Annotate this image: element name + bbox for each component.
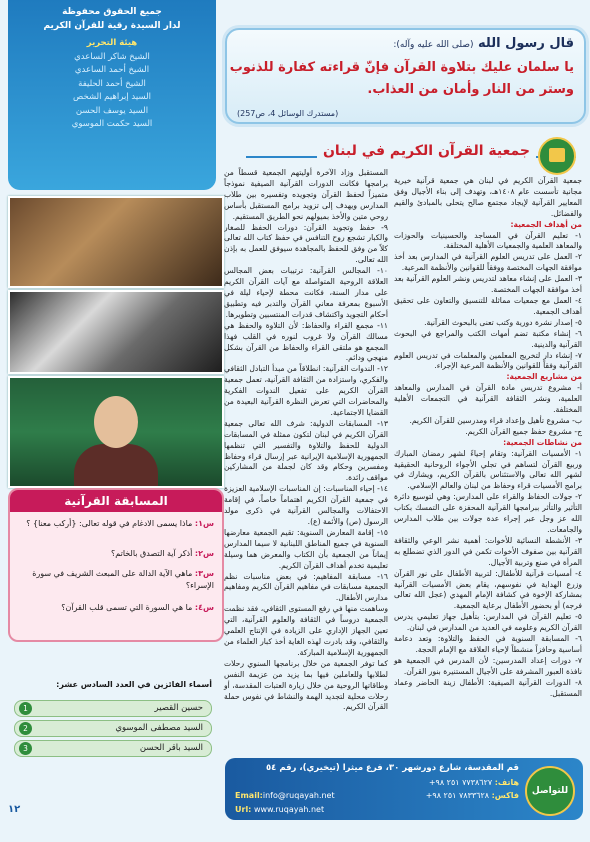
paragraph: ١٥- إقامة المعارض السنوية: تقيم الجمعية معارضها السنوية في جميع المناطق اللبنانية لا سيما المدارس إيماناً من الجمعية بأن الكتاب والمعرض هما وسيلة تعليمية تخدم أهداف القرآن الكريم. [224,527,388,570]
winner-number: 3 [19,742,32,755]
paragraph: المستقبل وزاد الآخرة أوليتهم الجمعية قسطاً من برامجها فكانت الدورات القرآنية الصيفية نموذجاً متميزاً لحفظ القرآن وتجويده وتفسيره بين طلاب المدارس ويهدف إلى تزويد برامج المستقبل بأساس روحي متين والأخذ بميولهم نحو الطريق المستقيم. [224,168,388,221]
competition-question: س٢: أذكر آية التصدق بالخاتم؟ [111,549,214,558]
paragraph: جمعية القرآن الكريم في لبنان هي جمعية قرآنية خيرية مجانية تأسست عام ١٤٠٨هـ، وتهدف إلى بناء الأجيال وفق المعايير القرآنية لإيجاد مجتمع صالح يتحلى بالمبادئ والقيم والفضائل. [394,176,582,218]
article-title: جمعية القرآن الكريم في لبنان [317,143,536,159]
board-member: الشيخ أحمد الساعدي [74,65,150,75]
contact-badge: للتواصل [525,766,575,816]
paragraph: ١٣- المسابقات الدولية: شرف الله تعالى جمعية القرآن الكريم في لبنان لتكون ممثلة في المسابقات الدولية للحفظ والتلاوة والتفسير التي تنظمها الجمهورية الإسلامية الإيرانية عبر إرسال قراء وحفاظ ومفسرين وحكام وقد كان لجملة من المشاركين مواقف رائدة. [224,418,388,483]
paragraph: ٦- إنشاء مكتبة تضم أمهات الكتب والمراجع في البحوث القرآنية والدينية. [394,328,582,349]
paragraph: ٨- الدورات القرآنية الصيفية: الأطفال زينة الحاضر وعماد المستقبل. [394,677,582,698]
winner-item: حسين القصير 1 [14,700,212,717]
photo-boy-reciter [8,376,224,488]
photo-gathering [8,196,224,288]
section-heading: من مشاريع الجمعية: [506,372,582,382]
paragraph: ب- مشروع تأهيل وإعداد قراء ومدرسين للقرآن الكريم. [409,415,582,425]
paragraph: ٤- أمسيات قرآنية للأطفال: لتربية الأطفال على نور القرآن وزرع الهداية في نفوسهم، يقام بعض الأمسيات القرآنية بمشاركة الإخوة في كشافة الإمام المهدي (عجل الله تعالى فرجه) أو بحضور الأطفال برعاية الجمعية. [394,568,582,611]
association-logo-icon [538,137,576,175]
paragraph: ٥- إصدار نشرة دورية وكتب تعنى بالبحوث القرآنية. [424,317,582,327]
paragraph: ١- تعليم القرآن في المساجد والحسينيات والحوزات والمعاهد العلمية والجمعيات الأهلية المختلفة. [394,230,582,251]
paragraph: ٢- العمل على تدريس العلوم القرآنية في المدارس بعد أخذ موافقة الجهات المختصة ووفقاً للقوانين والأنظمة المرعية. [394,252,582,273]
paragraph: ٣- العمل على إنشاء معاهد لتدريس ونشر العلوم القرآنية بعد أخذ موافقة الجهات المختصة. [394,274,582,295]
contact-url[interactable]: Url: www.ruqayah.net [235,805,325,814]
paragraph: أ- مشروع تدريس مادة القرآن في المدارس والمعاهد العلمية، ونشر الثقافة القرآنية في التجمعات الأهلية المختلفة. [394,383,582,415]
photo-figure-body [74,444,158,486]
contact-phone: هاتف: ٧٧٣٨٦٢٧ ٢٥١ ٩٨+ [428,778,519,787]
rights-owner: لدار السيدة رقية للقرآن الكريم [43,20,181,31]
paragraph: ٤- العمل مع جمعيات مماثلة للتنسيق والتعاون على تحقيق أهداف الجمعية. [394,295,582,316]
board-member: السيد يوسف الحسن [75,105,149,116]
winner-item: السيد مصطفى الموسوي 2 [14,720,212,737]
paragraph: ٧- دورات إعداد المدرسين: لأن المدرس في الجمعية هو نافذة العبور المشرفة على الأجيال المستنيرة بنور القرآن. [394,655,582,676]
paragraph: ١١- مجمع القراء والحفاظ: لأن التلاوة والحفظ هي مسالك القرآن ولا غروب لنوره في القلب فهذا المجمع هو ملتقى القراء والحفاظ من القرآن بشكل منهجي ودائم. [224,320,388,363]
editorial-board-title: هيئة التحرير [86,38,138,48]
board-member: السيد حكمت الموسوي [71,119,153,129]
paragraph: كما توفر الجمعية من خلال برنامجها السنوي رحلات لطلابها وللعاملين فيها بما يزيد من عزيمة النفس وطاقاتها الروحية من خلال زيارة العتبات المقدسة، أو رحلات محلية لتجديد الهمة والنشاط في نفوس حملة القرآن الكريم. [224,658,388,712]
paragraph: ٢- جولات الحفاظ والقراء على المدارس: وهي لتوسيع دائرة التأثير والتأثر ببرامجها القرآنية المحفزة على التمسك بكتاب الله عز وجل عبر إجراء عدة جولات بين طلاب المدارس والجامعات. [394,492,582,534]
section-heading: من أهداف الجمعية: [510,219,582,229]
quote-line-2: وستر من النار وأمان من العذاب. [367,82,574,97]
rights-text: جميع الحقوق محفوظة [62,7,162,17]
paragraph: ٦- المسابقة السنوية في الحفظ والتلاوة: وتعد دعامة أساسية وحافزاً منشطاً لإحياء العلاقة مع الإمام الحجة. [394,634,582,654]
quote-line-1: يا سلمان عليك بتلاوة القرآن فإنّ قراءته كفارة للذنوب [229,60,574,75]
winner-item: السيد باقر الحسن 3 [14,740,212,757]
credits-panel [8,0,216,190]
contact-fax: فاكس: ٧٨٣٣٦٢٨ ٢٥١ ٩٨+ [425,791,519,800]
contact-email[interactable]: Email:info@ruqayah.net [235,791,335,800]
article-column-middle [223,168,388,712]
quote-banner [225,28,586,124]
winners-title: أسماء الفائزين في العدد السادس عشر: [56,680,212,689]
contact-box [225,758,583,820]
quote-heading: قال رسول الله (صلى الله عليه وآله): [393,36,574,51]
quran-competition-box [8,488,224,642]
winner-number: 2 [19,722,32,735]
contact-address: قم المقدسة، شارع دورشهر ٣٠، فرع ميثرا (تيخيري)، رقم ٥٤ [265,763,519,773]
paragraph: ج- مشروع حفظ جميع القرآن الكريم. [465,426,582,436]
paragraph: ٩- حفظ وتجويد القرآن: دورات الحفظ للصغار والكبار تشجع روح التنافس في حفظ كتاب الله تعالى كلاً من وفق للحفظ بالمجاهدة سيوفق للعمل به بإذن الله تعالى. [224,222,388,265]
paragraph: ٧- إنشاء دار لتخريج المعلمين والمعلمات في تدريس العلوم القرآنية وفقاً للقوانين والأنظمة المرعية الإجراء. [394,350,582,371]
section-heading: من نشاطات الجمعية: [503,437,582,447]
quote-source: (مستدرك الوسائل 4، ص257) [237,109,339,118]
competition-question: س٣: ماهي الآية الدالة على المبعث الشريف في سورة الإسراء؟ [32,569,214,590]
photo-clerics [8,290,224,374]
paragraph: ٣- الأنشطة النسائية للأخوات: أهمية نشر الوعي والثقافة القرآنية بين صفوف الأخوات تكمن في الدور الذي تضطلع به المرأة في صنع وتربية الأجيال. [394,535,582,567]
paragraph: ١٠- المجالس القرآنية: ترتيبات بعض المجالس العلاقة الروحية المتواصلة مع آيات القرآن الكريم على مدار السنة، فكانت محطة لإحياء ليلة في الأسبوع بمعرفة معاني القرآن والتدبر فيه وتطبيق أحكام التجويد واكتشاف قدرات المنتسبين وتطويرها. [224,266,388,319]
paragraph: ١- الأمسيات القرآنية: وتقام إحياءً لشهر رمضان المبارك وربيع القرآن لتساهم في تجلي الأجواء الروحانية الحقيقية لشهر الله تعالى والاستئناس بالقرآن الكريم، ويشارك في برامج الأمسيات قراء وحفاظ من لبنان والعالم الإسلامي. [394,448,582,491]
competition-title: المسابقة القرآنية [10,490,222,512]
paragraph: ١٤- إحياء المناسبات: إن المناسبات الإسلامية العزيزة في جمعية القرآن الكريم اهتماماً خاصاً، في إقامة الاحتفالات والمجالس القرآنية في ذكرى مولد الرسول (ص) والأئمة (ع). [223,484,388,526]
paragraph: ٥- تعليم القرآن في المدارس: بتأهيل جهاز تعليمي يدرس القرآن الكريم وعلومه في العديد من المدارس في لبنان. [394,612,582,633]
board-member: السيد إبراهيم الشخص [73,92,151,102]
photo-figure-face [94,396,138,448]
paragraph: وساهمت منها في رفع المستوى الثقافي، فقد نظمت الجمعية دروساً في الثقافة والعلوم القرآنية، التي تعين الجهاز الإداري على الزيادة في الإنتاج العلمي والثقافي، وقد بادرت لهذه الغاية أخذ كبار العلماء من الجمهورية الإسلامية المباركة. [224,604,388,657]
board-member: الشيخ أحمد الحليفة [78,78,146,89]
winners-list [8,680,220,760]
competition-question: س٤: ما هي السورة التي تسمى قلب القرآن؟ [61,603,214,612]
page-number: ١٢ [8,804,21,815]
board-member: الشيخ شاكر الساعدي [74,51,150,62]
article-column-right [394,176,582,698]
competition-question: س١: ماذا يسمى الادغام في قوله تعالى: {أركب معنا} ؟ [26,519,214,528]
winner-number: 1 [19,702,32,715]
paragraph: ١٢- الندوات القرآنية: انطلاقاً من مبدأ التبادل الثقافي والفكري، واستزادة من الثقافة القرآنية، تعمل جمعية القرآن الكريم على تفعيل الندوات الفكرية والمحاضرات التي تعرض النظرة القرآنية البعيدة من القضايا الاجتماعية. [224,364,388,417]
paragraph: ١٦- مسابقة المفاهيم: في بعض مناسبات نظم الجمعية مسابقات في مفاهيم القرآن الكريم ومفاهيم مدارس الأطفال. [224,571,388,603]
